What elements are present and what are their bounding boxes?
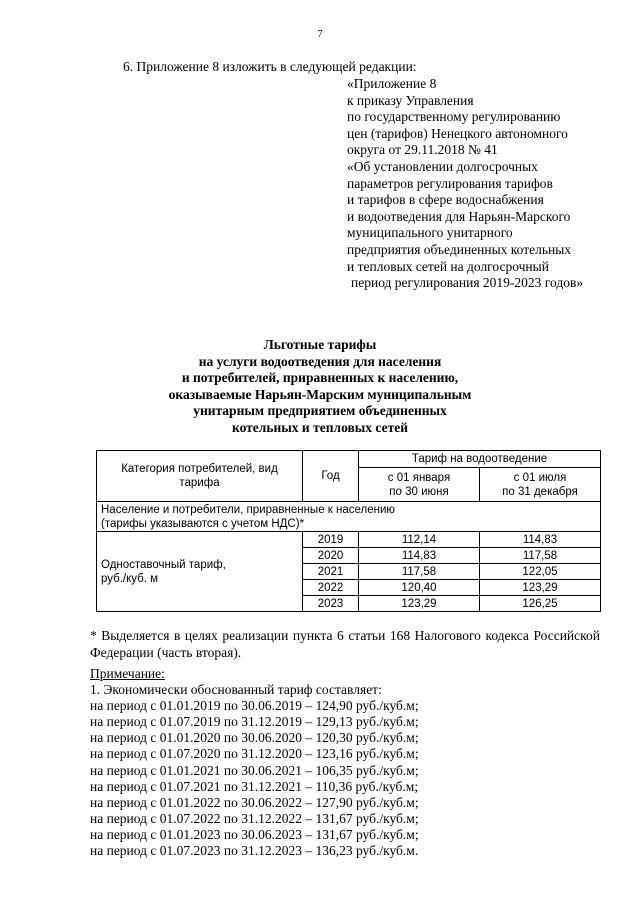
note-line: на период с 01.01.2021 по 30.06.2021 – 106,35 руб./куб.м; xyxy=(90,762,419,778)
appendix-line: и водоотведения для Нарьян-Марского xyxy=(347,208,571,224)
note-line: на период с 01.07.2022 по 31.12.2022 – 131,67 руб./куб.м; xyxy=(90,810,419,826)
header-category: Категория потребителей, вид тарифа xyxy=(97,451,303,502)
year-cell: 2019 xyxy=(303,532,359,548)
appendix-line: «Приложение 8 xyxy=(347,76,437,91)
tariff-h2-cell: 122,05 xyxy=(480,564,601,580)
appendix-line: по государственному регулированию xyxy=(347,109,561,125)
note-line: на период с 01.07.2019 по 31.12.2019 – 129,13 руб./куб.м; xyxy=(90,714,419,730)
header-tariff: Тариф на водоотведение xyxy=(359,451,601,468)
note-line: на период с 01.07.2020 по 31.12.2020 – 123,16 руб./куб.м; xyxy=(90,746,419,762)
title-line: и потребителей, приравненных к населению, xyxy=(181,370,459,385)
appendix-line: параметров регулирования тарифов xyxy=(347,175,553,191)
appendix-header xyxy=(347,76,583,292)
appendix-line: цен (тарифов) Ненецкого автономного xyxy=(347,125,568,141)
tariff-h1-cell: 112,14 xyxy=(359,532,480,548)
title-line: унитарным предприятием объединенных xyxy=(193,403,447,418)
header-year: Год xyxy=(303,451,359,502)
appendix-line: к приказу Управления xyxy=(347,92,474,108)
title-line: оказываемые Нарьян-Марским муниципальным xyxy=(168,386,472,402)
tariff-h1-cell: 123,29 xyxy=(359,596,480,612)
tariff-h2-cell: 114,83 xyxy=(480,532,601,548)
title-line: котельных и тепловых сетей xyxy=(231,419,408,435)
note-line: на период с 01.07.2023 по 31.12.2023 – 136,23 руб./куб.м. xyxy=(90,843,419,859)
footnote: * Выделяется в целях реализации пункта 6 статьи 168 Налогового кодекса Российской Федерации (часть вторая). xyxy=(90,628,600,660)
tariff-h2-cell: 126,25 xyxy=(480,596,601,612)
title-line: Льготные тарифы xyxy=(263,337,377,352)
appendix-line: предприятия объединенных котельных xyxy=(347,241,572,257)
tariff-h1-cell: 114,83 xyxy=(359,548,480,564)
year-cell: 2021 xyxy=(303,564,359,580)
note-line: на период с 01.01.2022 по 30.06.2022 – 127,90 руб./куб.м; xyxy=(90,794,419,810)
appendix-line: и тарифов в сфере водоснабжения xyxy=(347,192,544,208)
tariff-type-cell: Одноставочный тариф, руб./куб. м xyxy=(97,532,303,612)
note-line: на период с 01.01.2020 по 30.06.2020 – 120,30 руб./куб.м; xyxy=(90,730,419,746)
tariff-h2-cell: 123,29 xyxy=(480,580,601,596)
tariff-h1-cell: 117,58 xyxy=(359,564,480,580)
note-line: на период с 01.07.2021 по 31.12.2021 – 110,36 руб./куб.м; xyxy=(90,778,419,794)
note-line: на период с 01.01.2019 по 30.06.2019 – 124,90 руб./куб.м; xyxy=(90,698,419,714)
tariff-table xyxy=(96,450,601,612)
appendix-line: период регулирования 2019-2023 годов» xyxy=(351,275,584,291)
intro-line: 6. Приложение 8 изложить в следующей редакции: xyxy=(123,59,417,74)
appendix-line: муниципального унитарного xyxy=(347,225,513,241)
header-first-half: с 01 января по 30 июня xyxy=(359,468,480,502)
year-cell: 2020 xyxy=(303,548,359,564)
page-number: 7 xyxy=(317,28,323,40)
header-second-half: с 01 июля по 31 декабря xyxy=(480,468,601,502)
year-cell: 2022 xyxy=(303,580,359,596)
appendix-line: и тепловых сетей на долгосрочный xyxy=(347,258,549,274)
group-row: Население и потребители, приравненные к населению (тарифы указываются с учетом НДС)* xyxy=(97,502,601,532)
year-cell: 2023 xyxy=(303,596,359,612)
notes-section xyxy=(90,666,419,859)
tariff-h1-cell: 120,40 xyxy=(359,580,480,596)
appendix-line: округа от 29.11.2018 № 41 xyxy=(347,142,498,158)
note-line: на период с 01.01.2023 по 30.06.2023 – 131,67 руб./куб.м; xyxy=(90,826,419,842)
title-line: на услуги водоотведения для населения xyxy=(198,353,442,369)
document-title xyxy=(0,337,640,436)
appendix-line: «Об установлении долгосрочных xyxy=(347,158,538,174)
note-intro: 1. Экономически обоснованный тариф составляет: xyxy=(90,682,382,698)
tariff-h2-cell: 117,58 xyxy=(480,548,601,564)
note-title: Примечание: xyxy=(90,666,165,681)
